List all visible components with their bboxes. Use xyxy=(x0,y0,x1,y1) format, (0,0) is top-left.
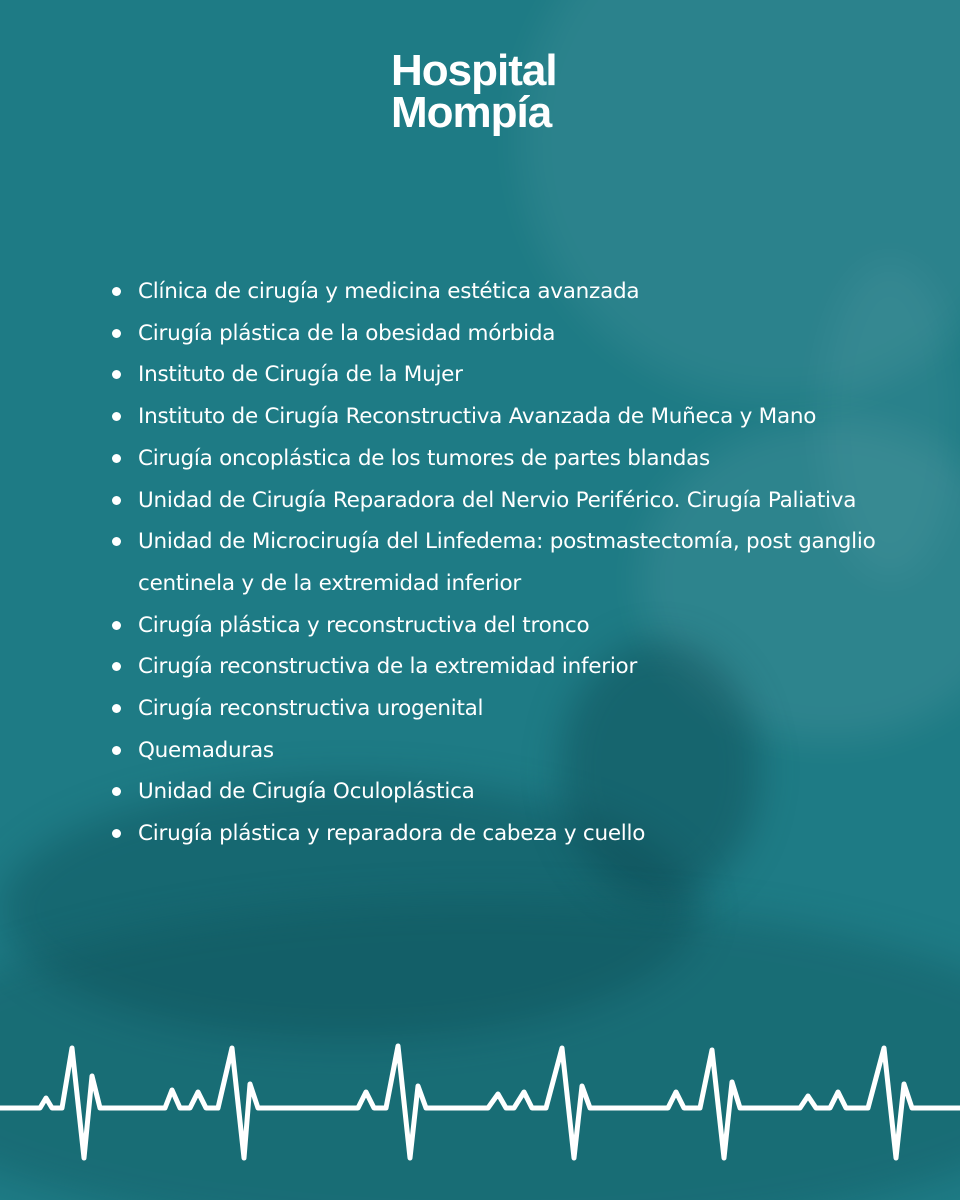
service-label: Instituto de Cirugía Reconstructiva Avanzada de Muñeca y Mano xyxy=(138,404,817,430)
bullet-dot-icon xyxy=(112,829,121,838)
service-label: Cirugía plástica y reconstructiva del tronco xyxy=(138,612,590,638)
bullet-dot-icon xyxy=(112,454,121,463)
service-list-item xyxy=(110,438,890,480)
service-list-item xyxy=(110,354,890,396)
service-list-item xyxy=(110,730,890,772)
service-label: Quemaduras xyxy=(138,737,274,763)
logo-line-1: Hospital xyxy=(391,46,557,95)
heartbeat-line-icon xyxy=(0,1040,960,1170)
bullet-dot-icon xyxy=(112,621,121,630)
service-list-item xyxy=(110,813,890,855)
service-label: Cirugía oncoplástica de los tumores de partes blandas xyxy=(138,445,710,471)
bullet-dot-icon xyxy=(112,662,121,671)
service-label: Clínica de cirugía y medicina estética avanzada xyxy=(138,279,640,304)
bullet-dot-icon xyxy=(112,329,121,338)
service-list-item xyxy=(110,313,890,355)
heartbeat-line-path xyxy=(0,1046,960,1158)
service-list-item xyxy=(110,521,890,604)
service-list-item xyxy=(110,605,890,647)
service-label: Cirugía plástica de la obesidad mórbida xyxy=(138,320,556,346)
bullet-dot-icon xyxy=(112,537,121,546)
service-list-item xyxy=(110,646,890,688)
service-list-item xyxy=(110,396,890,438)
bullet-dot-icon xyxy=(112,287,121,296)
service-list-item xyxy=(110,480,890,522)
service-label: Instituto de Cirugía de la Mujer xyxy=(138,362,463,388)
bullet-dot-icon xyxy=(112,746,121,755)
service-label: Cirugía plástica y reparadora de cabeza y cuello xyxy=(138,821,646,847)
bullet-dot-icon xyxy=(112,787,121,796)
bullet-dot-icon xyxy=(112,496,121,505)
hospital-logo xyxy=(391,46,557,137)
bullet-dot-icon xyxy=(112,412,121,421)
logo-line-2: Mompía xyxy=(391,88,552,137)
service-list-item xyxy=(110,271,890,313)
bullet-dot-icon xyxy=(112,704,121,713)
services-list xyxy=(110,271,890,855)
service-label: Cirugía reconstructiva urogenital xyxy=(138,696,484,722)
service-label: Unidad de Cirugía Oculoplástica xyxy=(138,779,475,805)
service-label: Cirugía reconstructiva de la extremidad inferior xyxy=(138,654,638,680)
service-list-item xyxy=(110,688,890,730)
service-label: Unidad de Cirugía Reparadora del Nervio Periférico. Cirugía Paliativa xyxy=(138,487,857,513)
service-label: Unidad de Microcirugía del Linfedema: postmastectomía, post ganglio centinela y de la extremidad inferior xyxy=(138,529,876,596)
service-list-item xyxy=(110,771,890,813)
bullet-dot-icon xyxy=(112,370,121,379)
